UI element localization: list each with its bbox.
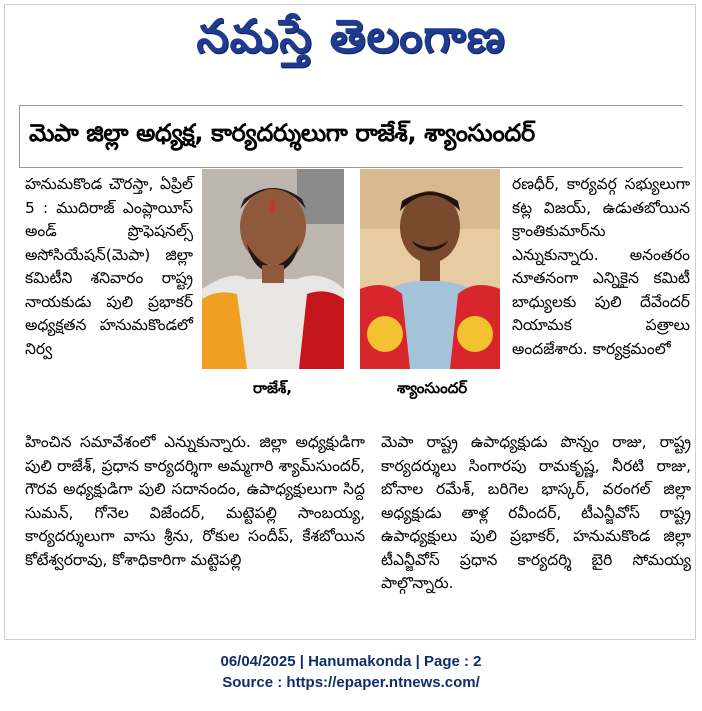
person-photo-icon [202, 169, 344, 369]
footer-source-link[interactable]: Source : https://epaper.ntnews.com/ [222, 674, 480, 691]
masthead [5, 5, 697, 83]
footer-dateline: 06/04/2025 | Hanumakonda | Page : 2 [220, 653, 482, 670]
headline-rule-top [19, 105, 683, 106]
newspaper-clipping [4, 4, 696, 640]
article-headline: మెపా జిల్లా అధ్యక్ష, కార్యదర్శులుగా రాజేశ్‌, శ్యాంసుందర్‌ [29, 119, 535, 147]
photo-caption-rajesh: రాజేశ్‌, [253, 379, 292, 397]
photo-shyamsundar [360, 169, 500, 369]
photo-rajesh [202, 169, 344, 369]
headline-side-rule [19, 105, 20, 167]
article-column-lower-right: మెపా రాష్ట్ర ఉపాధ్యక్షుడు పొన్నం రాజు, రాష్ట్ర కార్యదర్శులు సింగారపు రామకృష్ణ, నీరటి రాజు, బోనాల రమేశ్‌, బరిగెల భాస్కర్‌, వరంగల్‌ జిల్లా అధ్యక్షుడు తాళ్ల రవీందర్‌, టీఎన్జీవోస్‌ రాష్ట్ర ఉపాధ్యక్షులు పులి ప్రభాకర్‌, హనుమకొండ జిల్లా టీఎన్జీవోస్‌ ప్రధాన కార్యదర్శి బైరి సోమయ్య పాల్గొన్నారు. [381, 433, 691, 592]
article-column-lower-left: హించిన సమావేశంలో ఎన్నుకున్నారు. జిల్లా అధ్యక్షుడిగా పులి రాజేశ్‌, ప్రధాన కార్యదర్శిగా అమ్మగారి శ్యామ్‌సుందర్‌, గౌరవ అధ్యక్షుడిగా పులి సదానందం, ఉపాధ్యక్షులుగా సిద్ద సుమన్‌, గోనెల విజేందర్‌, మట్టెపల్లి సాంబయ్య, కార్యదర్శులుగా వాసు శ్రీను, రోకుల సందీప్‌, కేశబోయిన కోటేశ్వరరావు, కోశాధికారిగా మట్టెపల్లి [25, 433, 365, 569]
masthead-title: నమస్తే తెలంగాణ [196, 9, 506, 63]
headline-rule-bottom [19, 167, 683, 168]
article-column-left: హనుమకొండ చౌరస్తా, ఏప్రిల్‌ 5 : ముదిరాజ్‌ ఎంప్లాయీస్‌ అండ్‌ ప్రొఫెషనల్స్‌ అసోసియేషన్‌(మెపా) జిల్లా కమిటీని శనివారం రాష్ట్ర నాయకుడు పులి ప్రభాకర్‌ అధ్యక్షతన హనుమకొండలో నిర్వ [25, 175, 193, 358]
article-column-right: రణధీర్‌, కార్యవర్గ సభ్యులుగా కట్ల విజయ్‌, ఉడుతబోయిన క్రాంతికుమార్‌ను ఎన్నుకున్నారు. అనంతరం నూతనంగా ఎన్నికైన కమిటీ బాధ్యులకు పులి దేవేందర్‌ నియామక పత్రాలు అందజేశారు. కార్యక్రమంలో [512, 175, 690, 358]
photo-caption-shyamsundar: శ్యాంసుందర్‌ [397, 379, 468, 397]
person-photo-icon [360, 169, 500, 369]
